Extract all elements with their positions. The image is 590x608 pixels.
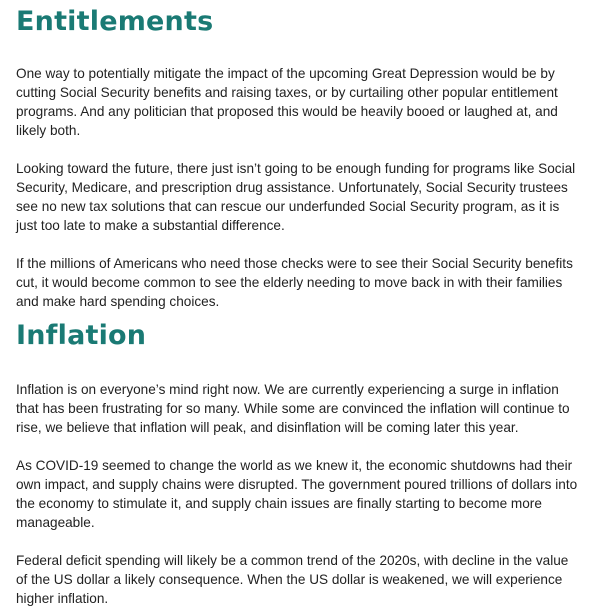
section-inflation (16, 311, 578, 608)
paragraph: Inflation is on everyone’s mind right now. We are currently experiencing a surge in inflation that has been frustrating for so many. While some are convinced the inflation will continue to rise, we believe that inflation will peak, and disinflation will be coming later this year. (16, 382, 570, 435)
paragraph: As COVID-19 seemed to change the world as we knew it, the economic shutdowns had their own impact, and supply chains were disrupted. The government poured trillions of dollars into the economy to stimulate it, and supply chain issues are finally starting to become more manageable. (16, 458, 578, 530)
paragraph: Federal deficit spending will likely be a common trend of the 2020s, with decline in the value of the US dollar a likely consequence. When the US dollar is weakened, we will experience higher inflation. (16, 553, 569, 606)
paragraph: One way to potentially mitigate the impact of the upcoming Great Depression would be by cutting Social Security benefits and raising taxes, or by curtailing other popular entitlement programs. And any politician that proposed this would be heavily booed or laughed at, and likely both. (16, 66, 558, 138)
paragraph: Looking toward the future, there just isn’t going to be enough funding for programs like Social Security, Medicare, and prescription drug assistance. Unfortunately, Social Security trustees see no new tax solutions that can rescue our underfunded Social Security program, as it is just too late to make a substantial difference. (16, 161, 576, 233)
article-body (16, 0, 578, 608)
section-entitlements (16, 0, 578, 311)
section-heading-inflation: Inflation (16, 320, 147, 351)
section-heading-entitlements: Entitlements (16, 6, 214, 37)
paragraph: If the millions of Americans who need those checks were to see their Social Security benefits cut, it would become common to see the elderly needing to move back in with their families and make hard spending choices. (16, 256, 573, 309)
